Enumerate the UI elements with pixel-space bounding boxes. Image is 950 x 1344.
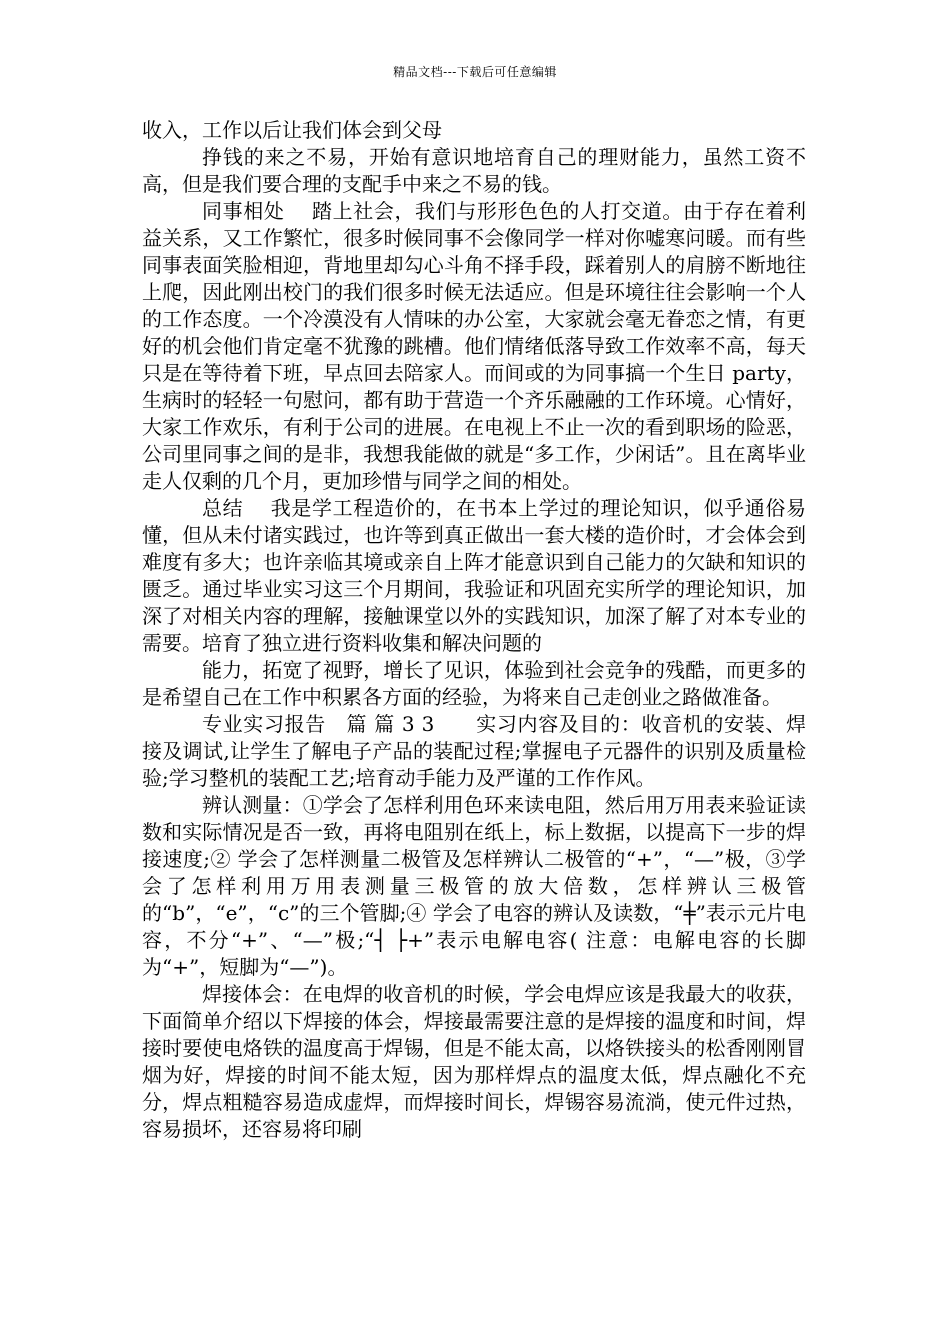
document-body (142, 117, 806, 1143)
paragraph-finance: 挣钱的来之不易，开始有意识地培育自己的理财能力，虽然工资不高，但是我们要合理的支配手中来之不易的钱。 (142, 145, 806, 196)
paragraph-colleagues: 同事相处 踏上社会，我们与形形色色的人打交道。由于存在着利益关系，又工作繁忙，很多时候同事不会像同学一样对你嘘寒问暖。而有些同事表面笑脸相迎，背地里却勾心斗角不择手段，踩着别人的肩膀不断地往上爬，因此刚出校门的我们很多时候无法适应。但是环境往往会影响一个人的工作态度。一个冷漠没有人情味的办公室，大家就会毫无眷恋之情，有更好的机会他们肯定毫不犹豫的跳槽。他们情绪低落导致工作效率不高，每天只是在等待着下班，早点回去陪家人。而间或的为同事搞一个生日 party，生病时的轻轻一句慰问，都有助于营造一个齐乐融融的工作环境。心情好，大家工作欢乐，有利于公司的进展。在电视上不止一次的看到职场的险恶，公司里同事之间的是非，我想我能做的就是“多工作，少闲话”。且在离毕业走人仅剩的几个月，更加珍惜与同学之间的相处。 (142, 199, 806, 493)
paragraph-income: 收入，工作以后让我们体会到父母 (142, 118, 442, 142)
paragraph-identify-measure: 辨认测量：①学会了怎样利用色环来读电阻，然后用万用表来验证读数和实际情况是否一致，再将电阻别在纸上，标上数据，以提高下一步的焊接速度;② 学会了怎样测量二极管及怎样辨认二极管的“+”，“—”极，③学会了怎样利用万用表测量三极管的放大倍数，怎样辨认三极管的“b”，“e”，“c”的三个管脚;④ 学会了电容的辨认及读数，“╪”表示元片电容，不分“+”、“—”极;“┤ ├+”表示电解电容( 注意：电解电容的长脚为“+”，短脚为“—”)。 (142, 793, 806, 979)
paragraph-ability: 能力，拓宽了视野，增长了见识，体验到社会竞争的残酷，而更多的是希望自己在工作中积累各方面的经验，为将来自己走创业之路做准备。 (142, 658, 806, 709)
page-header: 精品文档---下载后可任意编辑 (393, 65, 557, 79)
paragraph-summary: 总结 我是学工程造价的，在书本上学过的理论知识，似乎通俗易懂，但从未付诸实践过，也许等到真正做出一套大楼的造价时，才会体会到难度有多大；也许亲临其境或亲自上阵才能意识到自己能力的欠缺和知识的匮乏。通过毕业实习这三个月期间，我验证和巩固充实所学的理论知识，加深了对相关内容的理解，接触课堂以外的实践知识，加深了解了对本专业的需要。培育了独立进行资料收集和解决问题的 (142, 496, 806, 655)
paragraph-report-three: 专业实习报告 篇 篇 3 3 实习内容及目的：收音机的安装、焊接及调试,让学生了解电子产品的装配过程;掌握电子元器件的识别及质量检验;学习整机的装配工艺;培育动手能力及严谨的工作作风。 (142, 712, 806, 790)
paragraph-soldering: 焊接体会：在电焊的收音机的时候，学会电焊应该是我最大的收获，下面简单介绍以下焊接的体会，焊接最需要注意的是焊接的温度和时间，焊接时要使电烙铁的温度高于焊锡，但是不能太高，以烙铁接头的松香刚刚冒烟为好，焊接的时间不能太短，因为那样焊点的温度太低，焊点融化不充分，焊点粗糙容易造成虚焊，而焊接时间长，焊锡容易流淌，使元件过热，容易损坏，还容易将印刷 (142, 982, 806, 1141)
